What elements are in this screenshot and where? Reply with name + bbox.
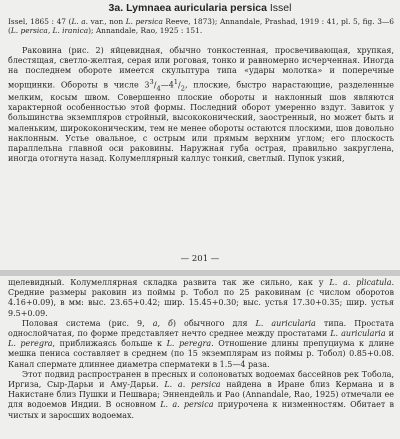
reproductive-system-paragraph: Половая система (рис. 9, а, б) обычного для L. auricularia типа. Простата однослойчатая, по форме представляет нечто среднее между простатами L. auricularia и L. peregra, приближаясь больше к L. peregra. Отношение длины препуциума к длине мешка пениса составляет в среднем (по 15 экземплярам из поймы р. Тобол) 0.85+0.08. Канал спермате длиннее диаметра сперматеки в 1.5—4 раза. bbox=[8, 318, 395, 369]
description-paragraph: Раковина (рис. 2) яйцевидная, обычно тонкостенная, просвечивающая, хрупкая, блестящая, светло-желтая, серая или роговая, тонко и равномерно исчерченная. Иногда на последнем обороте имеется скульптура типа «удары молотка» и поперечные морщинки. Обороты в числе $3^3/_4—4^1/_2$, плоские, быстро нарастающие, разделенные мелким, косым швом. Совершенно плоские обороты и наклонный шов являются характерной особенностью этой формы. Последний оборот умеренно вздут. Завиток у большинства экземпляров стройный, высококонический, заостренный, но может быть и маленьким, ширококоническим, тем не менее обороты остаются плоскими, шов довольно наклонным. Устье овальное, с острым или прямым верхним углом; его плоскость параллельна главной оси раковины. Наружная губа острая, правильно закруглена, иногда отогнута назад. Колумеллярный каллус тонкий, светлый. Пупок узкий, bbox=[8, 46, 394, 164]
continued-text bbox=[8, 278, 394, 421]
references bbox=[8, 17, 394, 36]
species-heading bbox=[0, 2, 400, 14]
shell-description bbox=[8, 46, 394, 164]
heading-species: Lymnaea auricularia persica bbox=[126, 2, 267, 14]
references-paragraph: Issel, 1865 : 47 (L. a. var., non L. persica Reeve, 1873); Annandale, Prashad, 1919 : 41, pl. 5, fig. 3—6 (L. persica, L. iranica); Annandale, Rao, 1925 : 151. bbox=[8, 17, 394, 36]
distribution-paragraph: Этот подвид распространен в пресных и солоноватых водоемах бассейнов рек Тобола, Иргиза, Сыр-Дарьи и Аму-Дарьи. L. a. persica найдена в Иране близ Кермана и в Накистане близ Пушки и Пешвара; Эннендейль и Рао (Annandale, Rao, 1925) отмечали ее для водоемов Индии. В основном L. a. persica приурочена к низменностям. Обитает в чистых и заросших водоемах. bbox=[8, 369, 394, 420]
shell-size-paragraph: щелевидный. Колумеллярная складка развита так же сильно, как у L. a. plicatula. Средние размеры раковин из поймы р. Тобол по 25 раковинам (с числом оборотов 4.16+0.09), в мм: выс. 23.65+0.42; шир. 15.45+0.30; выс. устья 17.30+0.35; шир. устья 9.5+0.09. bbox=[8, 278, 395, 318]
page-bottom bbox=[0, 276, 400, 439]
page-number: — 201 — bbox=[180, 254, 220, 264]
heading-number: 3а. bbox=[108, 2, 124, 14]
heading-author: Issel bbox=[269, 2, 292, 14]
